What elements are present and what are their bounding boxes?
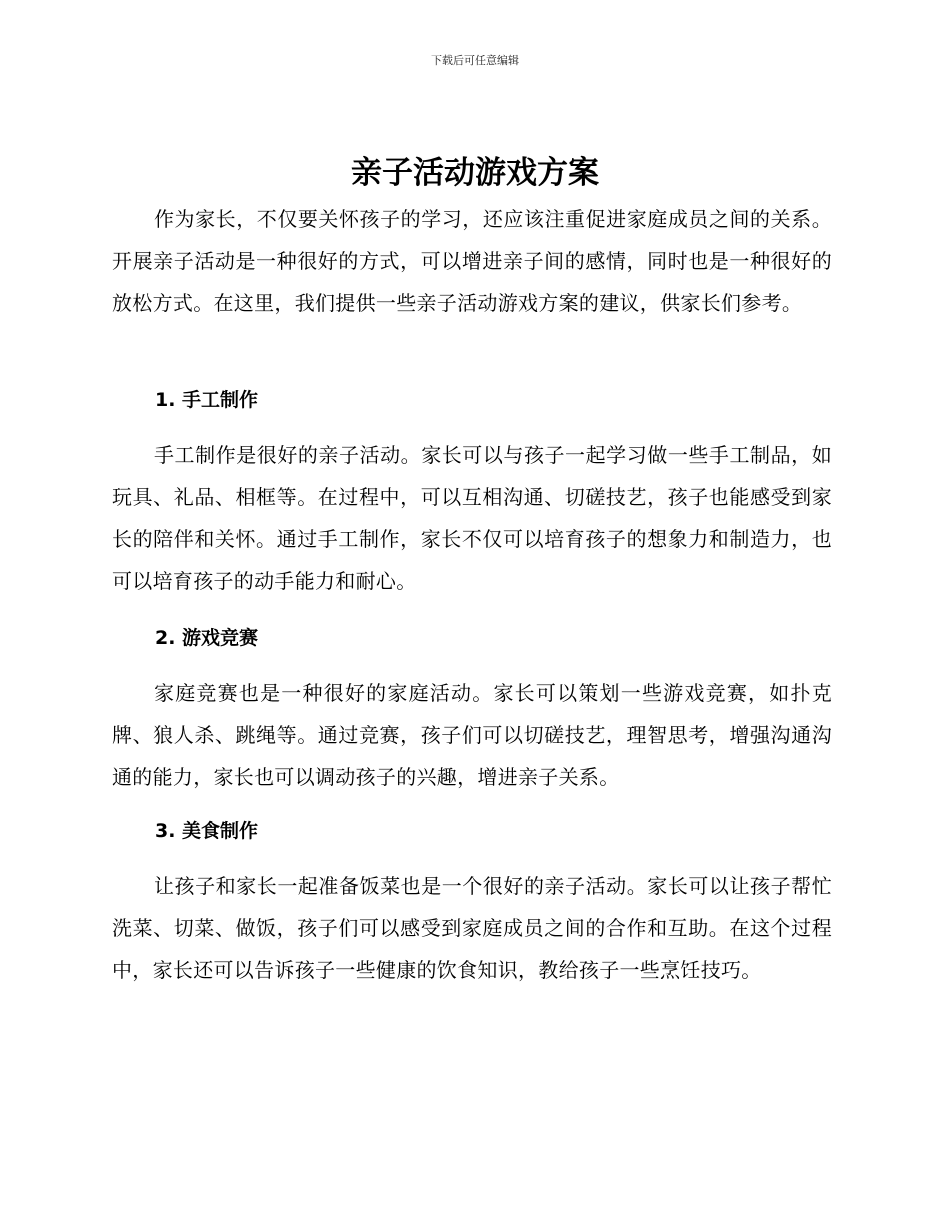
section-heading-games: 2. 游戏竞赛 — [155, 627, 259, 649]
document-title: 亲子活动游戏方案 — [351, 155, 599, 191]
section-paragraph-games: 家庭竞赛也是一种很好的家庭活动。家长可以策划一些游戏竞赛，如扑克牌、狼人杀、跳绳等。通过竞赛，孩子们可以切磋技艺，理智思考，增强沟通沟通的能力，家长也可以调动孩子的兴趣，增进亲子关系。 — [112, 681, 832, 789]
section-heading-cooking: 3. 美食制作 — [155, 820, 259, 842]
header-note: 下载后可任意编辑 — [431, 54, 519, 67]
section-paragraph-handcraft: 手工制作是很好的亲子活动。家长可以与孩子一起学习做一些手工制品，如玩具、礼品、相框等。在过程中，可以互相沟通、切磋技艺，孩子也能感受到家长的陪伴和关怀。通过手工制作，家长不仅可以培育孩子的想象力和制造力，也可以培育孩子的动手能力和耐心。 — [112, 443, 832, 593]
intro-paragraph: 作为家长，不仅要关怀孩子的学习，还应该注重促进家庭成员之间的关系。开展亲子活动是一种很好的方式，可以增进亲子间的感情，同时也是一种很好的放松方式。在这里，我们提供一些亲子活动游戏方案的建议，供家长们参考。 — [112, 207, 832, 315]
section-paragraph-cooking: 让孩子和家长一起准备饭菜也是一个很好的亲子活动。家长可以让孩子帮忙洗菜、切菜、做饭，孩子们可以感受到家庭成员之间的合作和互助。在这个过程中，家长还可以告诉孩子一些健康的饮食知识，教给孩子一些烹饪技巧。 — [112, 874, 832, 982]
section-heading-handcraft: 1. 手工制作 — [155, 389, 259, 411]
